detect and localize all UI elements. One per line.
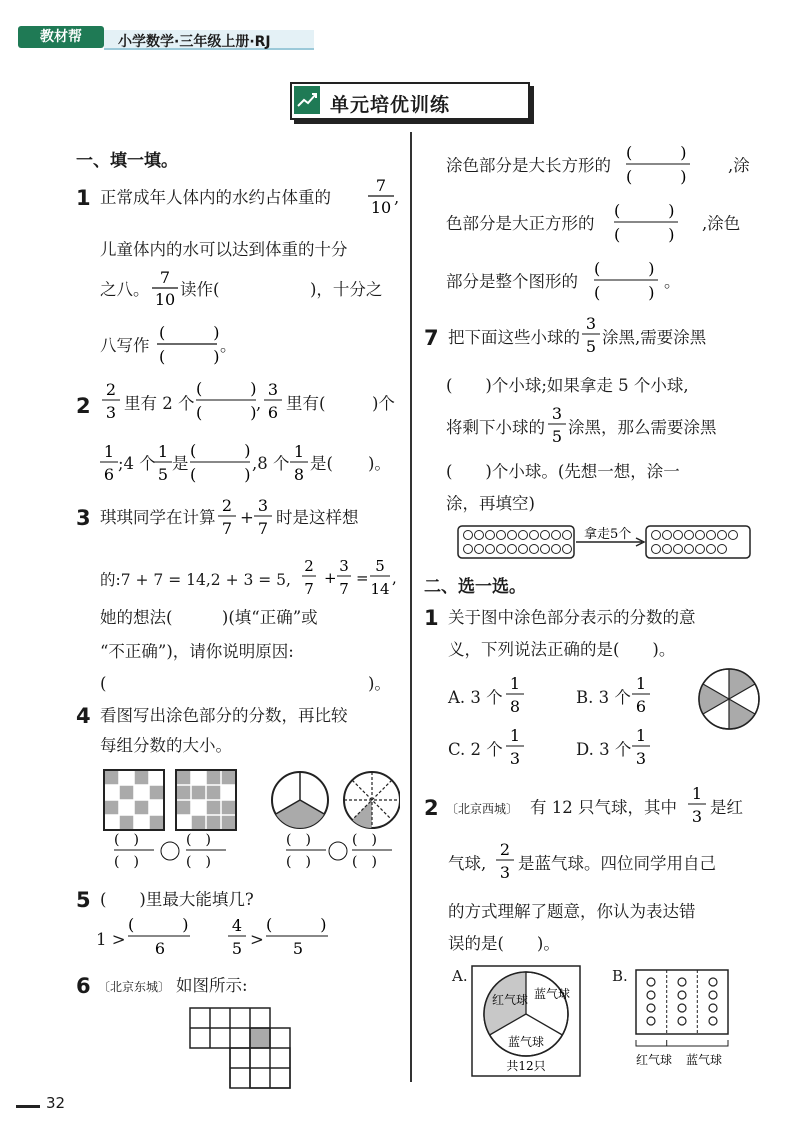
svg-text:5: 5 xyxy=(292,939,304,958)
svg-text:7: 7 xyxy=(339,580,349,598)
q1-frac-b-num: 7 xyxy=(159,268,171,287)
s2q2-figure-a xyxy=(470,964,584,1080)
q1-number: 1 xyxy=(76,186,91,210)
s2q2-number: 2 xyxy=(424,796,439,820)
svg-text:3: 3 xyxy=(105,403,117,422)
s2q1-option-b[interactable]: B. 3 个 xyxy=(576,688,631,707)
q6-answer-1[interactable] xyxy=(624,142,694,188)
q7-frac-1 xyxy=(580,312,602,358)
svg-text:5: 5 xyxy=(231,939,243,958)
svg-text:蓝气球: 蓝气球 xyxy=(534,987,571,1001)
svg-text:( ): ( ) xyxy=(594,259,655,278)
svg-text:4: 4 xyxy=(231,916,243,935)
q2-frac-4 xyxy=(152,440,174,486)
svg-text:2: 2 xyxy=(304,557,314,575)
svg-text:5: 5 xyxy=(585,337,597,356)
q2-answer-1[interactable] xyxy=(194,378,258,424)
s2q1-option-a[interactable]: A. 3 个 xyxy=(448,688,503,707)
q2-number: 2 xyxy=(76,394,91,418)
svg-text:1: 1 xyxy=(293,442,305,461)
svg-text:2: 2 xyxy=(499,840,511,859)
s2q2-source-tag: 〔北京西城〕 xyxy=(446,802,519,816)
svg-text:( ): ( ) xyxy=(196,379,257,398)
q1-frac-b-den: 10 xyxy=(154,290,176,309)
svg-text:1: 1 xyxy=(635,726,647,745)
q6-answer-2[interactable] xyxy=(612,200,682,246)
svg-text:8: 8 xyxy=(509,697,521,716)
svg-text:3: 3 xyxy=(267,380,279,399)
svg-text:7: 7 xyxy=(257,519,269,538)
q5-answer-1[interactable] xyxy=(126,914,196,960)
svg-text:3: 3 xyxy=(499,863,511,882)
svg-text:14: 14 xyxy=(370,580,390,598)
q6-number: 6 xyxy=(76,974,91,998)
svg-text:( ): ( ) xyxy=(352,854,377,870)
q1-frac-b xyxy=(150,266,180,310)
svg-text:( ): ( ) xyxy=(114,854,139,870)
q1-line3b: 读作( xyxy=(180,280,220,299)
q1-line2: 儿童体内的水可以达到体重的十分 xyxy=(100,240,348,259)
svg-text:6: 6 xyxy=(154,939,166,958)
section-1-title: 一、填一填。 xyxy=(76,151,178,171)
s2q2-figure-b xyxy=(632,966,744,1080)
svg-text:( ): ( ) xyxy=(286,832,311,848)
q1-line4: 八写作 xyxy=(100,336,150,355)
q7-balls-figure xyxy=(456,522,756,562)
s2q1-option-c[interactable]: C. 2 个 xyxy=(448,740,503,759)
svg-text:( ): ( ) xyxy=(190,465,251,484)
svg-text:红气球: 红气球 xyxy=(492,993,529,1007)
svg-text:3: 3 xyxy=(509,749,521,768)
book-badge: 教材帮 xyxy=(18,26,104,48)
q1-answer-fraction[interactable] xyxy=(155,322,221,368)
s2q2-option-a[interactable]: A. xyxy=(452,967,468,985)
q6-answer-3[interactable] xyxy=(592,258,662,304)
svg-text:1: 1 xyxy=(509,674,521,693)
q1-line3c: )，十分之 xyxy=(310,280,383,299)
svg-text:( ): ( ) xyxy=(352,832,377,848)
q7-number: 7 xyxy=(424,326,439,350)
svg-text:3: 3 xyxy=(257,496,269,515)
q4-circle-b xyxy=(344,772,400,828)
svg-text:( ): ( ) xyxy=(614,201,675,220)
section-2-title: 二、选一选。 xyxy=(424,577,526,597)
s2q2-option-b[interactable]: B. xyxy=(612,967,628,985)
svg-text:,: , xyxy=(392,569,397,587)
q2-frac-1 xyxy=(100,378,122,424)
svg-text:( ): ( ) xyxy=(159,347,220,366)
svg-text:3: 3 xyxy=(339,557,349,575)
q5-answer-2[interactable] xyxy=(264,914,334,960)
q1-frac-a xyxy=(366,174,396,218)
svg-text:( ): ( ) xyxy=(190,441,251,460)
q4-number: 4 xyxy=(76,704,91,728)
svg-text:+: + xyxy=(324,569,337,587)
svg-text:蓝气球: 蓝气球 xyxy=(508,1035,545,1049)
q5-frac xyxy=(226,914,248,960)
q4-figures xyxy=(100,768,400,878)
svg-text:5: 5 xyxy=(157,465,169,484)
q2-frac-2 xyxy=(262,378,284,424)
page-number: 32 xyxy=(46,1094,66,1112)
svg-text:红气球: 红气球 xyxy=(636,1053,673,1067)
svg-text:( ): ( ) xyxy=(159,323,220,342)
q3-equation-fractions xyxy=(300,554,400,600)
svg-text:6: 6 xyxy=(103,465,115,484)
q1-frac-a-den: 10 xyxy=(370,198,392,217)
svg-text:1: 1 xyxy=(691,784,703,803)
q1-line1: 正常成年人体内的水约占体重的 xyxy=(100,188,331,207)
q5-number: 5 xyxy=(76,888,91,912)
svg-text:( ): ( ) xyxy=(186,854,211,870)
svg-text:8: 8 xyxy=(293,465,305,484)
page-title: 单元培优训练 xyxy=(330,94,451,116)
trend-icon xyxy=(294,86,320,114)
svg-text:2: 2 xyxy=(221,496,233,515)
q1-line3a: 之八。 xyxy=(100,280,150,299)
svg-text:5: 5 xyxy=(551,427,563,446)
q6-grid-figure xyxy=(186,1004,312,1090)
svg-text:7: 7 xyxy=(304,580,314,598)
svg-text:5: 5 xyxy=(375,557,385,575)
svg-text:2: 2 xyxy=(105,380,117,399)
q7-frac-2 xyxy=(546,402,568,448)
svg-text:3: 3 xyxy=(551,404,563,423)
q4-square-a xyxy=(104,770,164,830)
svg-text:( ): ( ) xyxy=(614,225,675,244)
svg-text:共12只: 共12只 xyxy=(506,1059,546,1073)
svg-text:蓝气球: 蓝气球 xyxy=(686,1053,723,1067)
q7-arrow-label: 拿走5个 xyxy=(584,527,632,542)
svg-text:7: 7 xyxy=(221,519,233,538)
q6-source-tag: 〔北京东城〕 xyxy=(98,980,171,994)
svg-text:( ): ( ) xyxy=(626,143,687,162)
q2-frac-3 xyxy=(98,440,120,486)
svg-text:3: 3 xyxy=(635,749,647,768)
q3-frac-b xyxy=(252,494,274,540)
q3-frac-a xyxy=(216,494,238,540)
q3-number: 3 xyxy=(76,506,91,530)
svg-text:3: 3 xyxy=(585,314,597,333)
svg-text:( ): ( ) xyxy=(196,403,257,422)
svg-text:( ): ( ) xyxy=(266,915,327,934)
s2q1-option-d[interactable]: D. 3 个 xyxy=(576,740,632,759)
book-subject: 小学数学·三年级上册·RJ xyxy=(118,34,271,50)
page-dash xyxy=(16,1105,40,1108)
svg-text:1: 1 xyxy=(103,442,115,461)
q1-frac-a-num: 7 xyxy=(375,176,387,195)
svg-text:( ): ( ) xyxy=(286,854,311,870)
svg-text:1: 1 xyxy=(635,674,647,693)
svg-text:( ): ( ) xyxy=(594,283,655,302)
q4-circle-a xyxy=(272,772,328,828)
q4-square-b xyxy=(176,770,236,830)
s2q1-number: 1 xyxy=(424,606,439,630)
svg-text:( ): ( ) xyxy=(114,832,139,848)
svg-text:6: 6 xyxy=(267,403,279,422)
svg-text:( ): ( ) xyxy=(186,832,211,848)
svg-text:3: 3 xyxy=(691,807,703,826)
s2q1-circle-figure xyxy=(696,666,762,732)
q2-frac-5 xyxy=(288,440,310,486)
svg-text:6: 6 xyxy=(635,697,647,716)
svg-text:( ): ( ) xyxy=(128,915,189,934)
q2-answer-2[interactable] xyxy=(188,440,252,486)
svg-text:=: = xyxy=(356,569,369,587)
svg-text:1: 1 xyxy=(509,726,521,745)
svg-text:( ): ( ) xyxy=(626,167,687,186)
svg-text:1: 1 xyxy=(157,442,169,461)
column-divider xyxy=(410,132,412,1082)
